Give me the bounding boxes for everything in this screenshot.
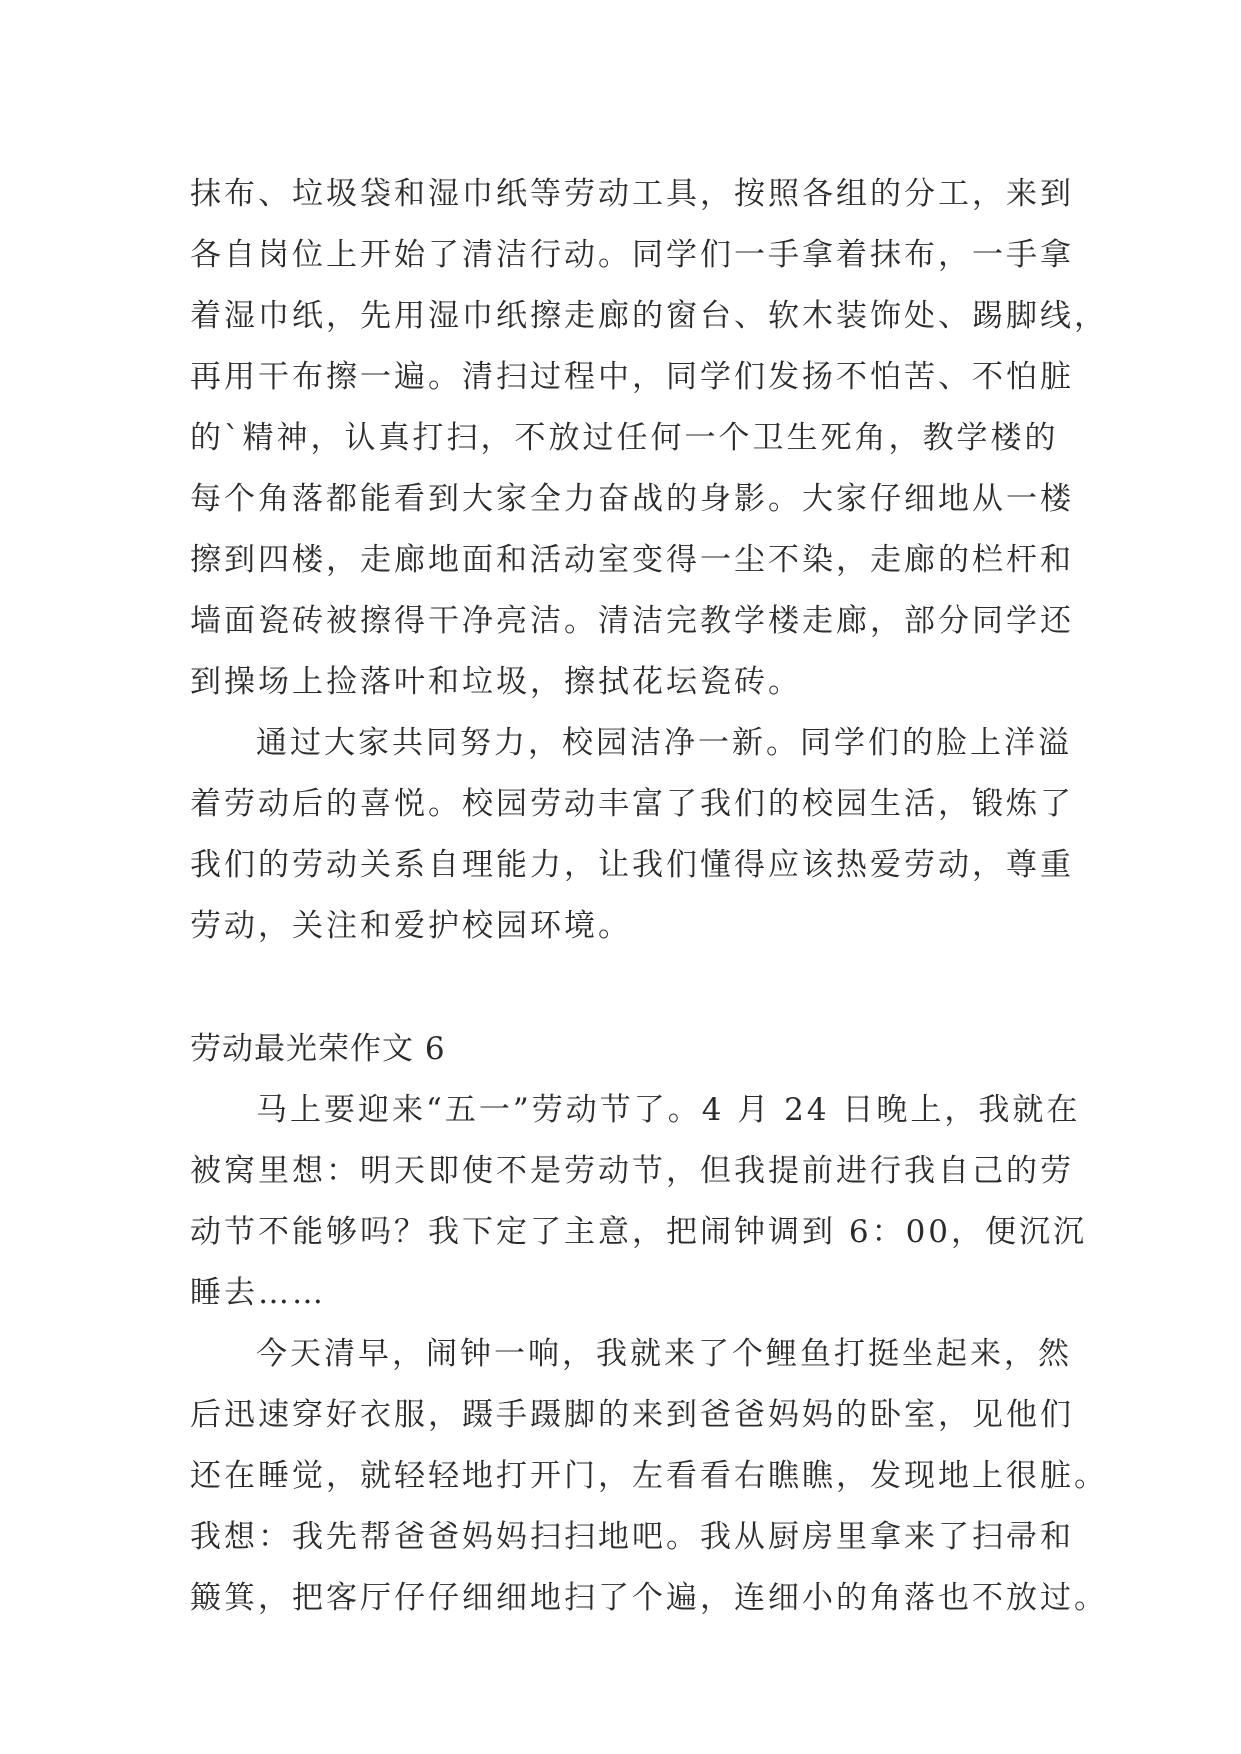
text-line: 簸箕，把客厅仔仔细细地扫了个遍，连细小的角落也不放过。 xyxy=(190,1580,1108,1616)
paragraph-may-day-intro xyxy=(190,1080,1088,1324)
essay-heading: 劳动最光荣作文 6 xyxy=(190,1031,446,1067)
text-line: 睡去…… xyxy=(190,1275,326,1311)
paragraph-spacer xyxy=(190,957,1052,1019)
text-line: 抹布、垃圾袋和湿巾纸等劳动工具，按照各组的分工，来到 xyxy=(190,176,1074,212)
text-line: 着劳动后的喜悦。校园劳动丰富了我们的校园生活，锻炼了 xyxy=(190,786,1074,822)
document-body xyxy=(190,164,1108,1629)
paragraph-cleaning-activity xyxy=(190,164,1108,713)
text-line: 我们的劳动关系自理能力，让我们懂得应该热爱劳动，尊重 xyxy=(190,847,1074,883)
text-line: 动节不能够吗？我下定了主意，把闹钟调到 6：00，便沉沉 xyxy=(190,1214,1088,1250)
text-line: 被窝里想：明天即使不是劳动节，但我提前进行我自己的劳 xyxy=(190,1153,1074,1189)
text-line: 马上要迎来“五一”劳动节了。4 月 24 日晚上，我就在 xyxy=(256,1092,1081,1128)
text-line: 到操场上捡落叶和垃圾，擦拭花坛瓷砖。 xyxy=(190,664,802,700)
text-line: 后迅速穿好衣服，蹑手蹑脚的来到爸爸妈妈的卧室，见他们 xyxy=(190,1397,1074,1433)
text-line: 我想：我先帮爸爸妈妈扫扫地吧。我从厨房里拿来了扫帚和 xyxy=(190,1519,1074,1555)
text-line: 着湿巾纸，先用湿巾纸擦走廊的窗台、软木装饰处、踢脚线， xyxy=(190,298,1108,334)
text-line: 的`精神，认真打扫，不放过任何一个卫生死角，教学楼的 xyxy=(190,420,1059,456)
text-line: 今天清早，闹钟一响，我就来了个鲤鱼打挺坐起来，然 xyxy=(256,1336,1072,1372)
text-line: 再用干布擦一遍。清扫过程中，同学们发扬不怕苦、不怕脏 xyxy=(190,359,1074,395)
text-line: 通过大家共同努力，校园洁净一新。同学们的脸上洋溢 xyxy=(256,725,1072,761)
text-line: 墙面瓷砖被擦得干净亮洁。清洁完教学楼走廊，部分同学还 xyxy=(190,603,1074,639)
text-line: 还在睡觉，就轻轻地打开门，左看看右瞧瞧，发现地上很脏。 xyxy=(190,1458,1108,1494)
paragraph-morning-sweeping xyxy=(190,1324,1108,1629)
paragraph-conclusion xyxy=(190,713,1074,957)
text-line: 劳动，关注和爱护校园环境。 xyxy=(190,908,632,944)
text-line: 每个角落都能看到大家全力奋战的身影。大家仔细地从一楼 xyxy=(190,481,1074,517)
text-line: 擦到四楼，走廊地面和活动室变得一尘不染，走廊的栏杆和 xyxy=(190,542,1074,578)
text-line: 各自岗位上开始了清洁行动。同学们一手拿着抹布，一手拿 xyxy=(190,237,1074,273)
